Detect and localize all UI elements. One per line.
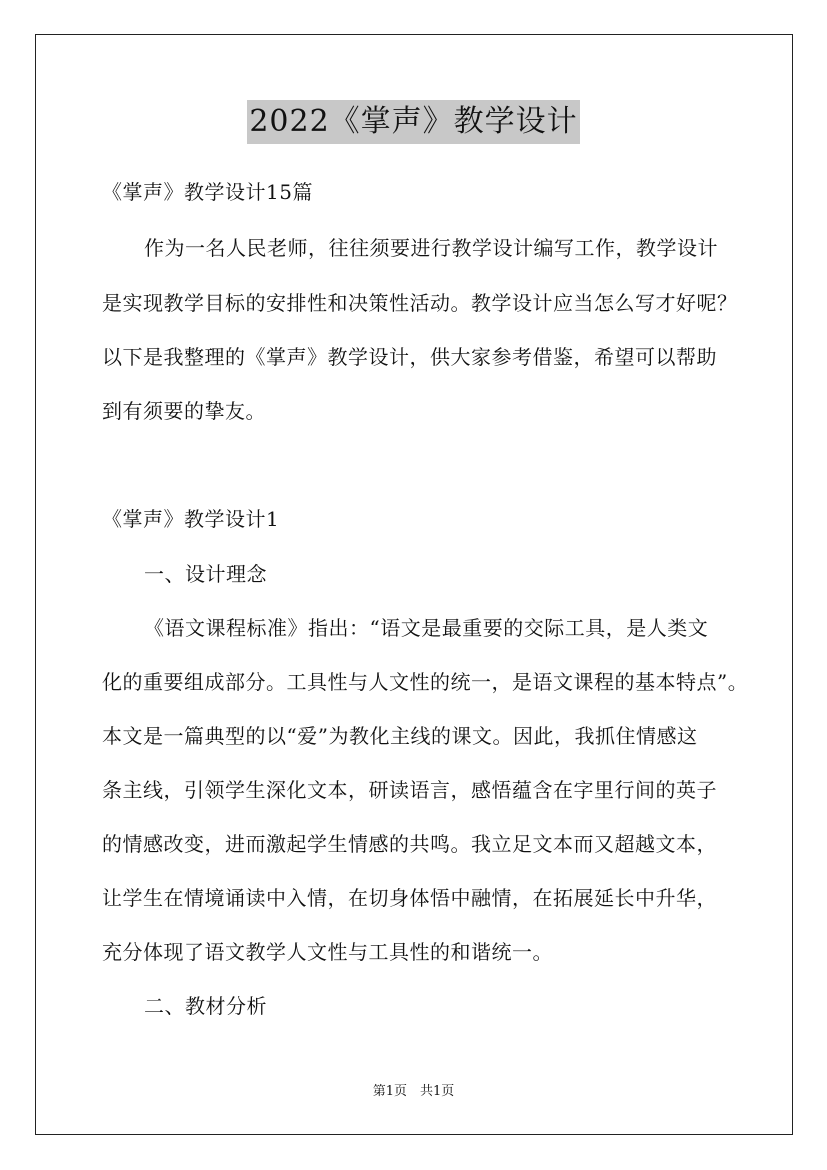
- body-line: 充分体现了语文教学人文性与工具性的和谐统一。: [102, 940, 553, 964]
- subtitle: 《掌声》教学设计15篇: [102, 180, 313, 204]
- body-line: 《语文课程标准》指出：“语文是最重要的交际工具，是人类文: [144, 616, 709, 640]
- heading-design-concept: 一、设计理念: [144, 562, 267, 586]
- document-title: 2022《掌声》教学设计: [247, 100, 579, 144]
- body-line: 让学生在情境诵读中入情，在切身体悟中融情，在拓展延长中升华，: [102, 886, 717, 910]
- intro-line: 作为一名人民老师，往往须要进行教学设计编写工作，教学设计: [144, 236, 718, 260]
- body-line: 本文是一篇典型的以“爱”为教化主线的课文。因此，我抓住情感这: [102, 724, 698, 748]
- body-line: 条主线，引领学生深化文本，研读语言，感悟蕴含在字里行间的英子: [102, 778, 717, 802]
- heading-textbook-analysis: 二、教材分析: [144, 994, 267, 1018]
- intro-line: 到有须要的挚友。: [102, 399, 266, 423]
- intro-line: 是实现教学目标的安排性和决策性活动。教学设计应当怎么写才好呢？: [102, 291, 738, 315]
- section-title: 《掌声》教学设计1: [102, 507, 280, 531]
- body-line: 的情感改变，进而激起学生情感的共鸣。我立足文本而又超越文本，: [102, 832, 717, 856]
- intro-line: 以下是我整理的《掌声》教学设计，供大家参考借鉴，希望可以帮助: [102, 345, 717, 369]
- page-footer: 第1页 共1页: [372, 1084, 455, 1099]
- title-container: [0, 100, 827, 144]
- body-line: 化的重要组成部分。工具性与人文性的统一，是语文课程的基本特点”。: [102, 670, 749, 694]
